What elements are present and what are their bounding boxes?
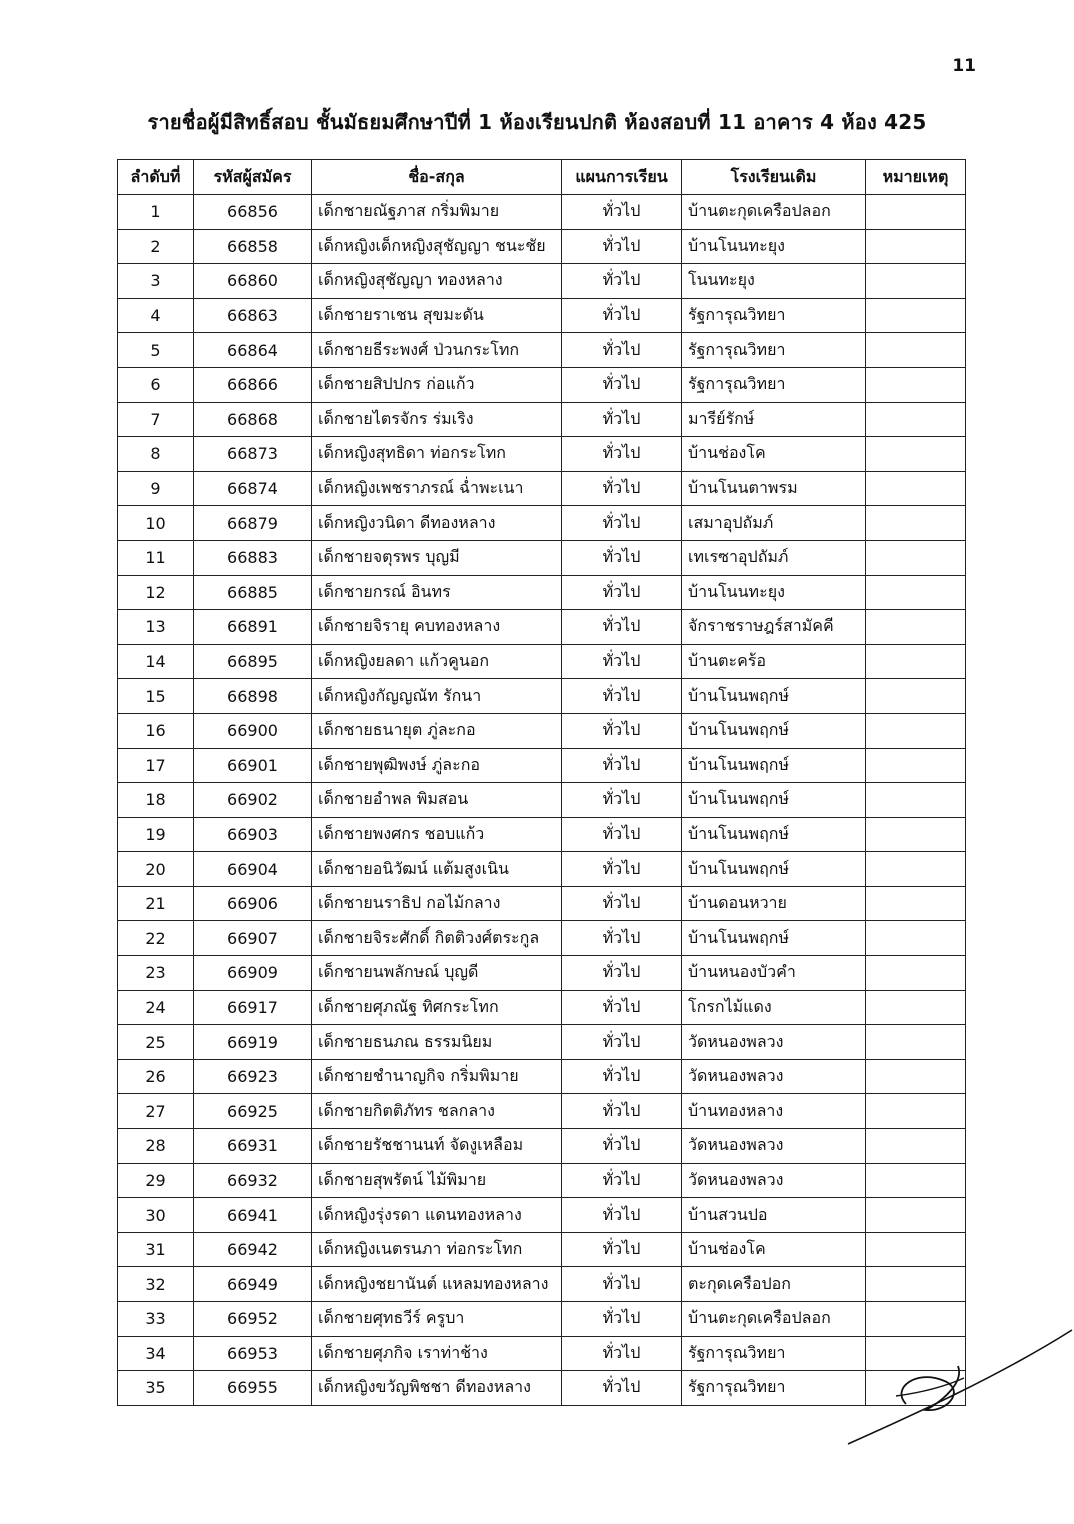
student-name: เด็กชายศุภกิจ เราท่าช้าง (312, 1336, 562, 1371)
previous-school: จักราชราษฎร์สามัคคี (682, 610, 866, 645)
applicant-id: 66906 (194, 886, 312, 921)
previous-school: วัดหนองพลวง (682, 1129, 866, 1164)
header-no: ลำดับที่ (118, 160, 194, 195)
table-row (118, 1371, 966, 1406)
student-name: เด็กชายธีระพงศ์ ป่วนกระโทก (312, 333, 562, 368)
applicant-id: 66885 (194, 575, 312, 610)
row-number: 20 (118, 852, 194, 887)
previous-school: บ้านโนนพฤกษ์ (682, 679, 866, 714)
study-plan: ทั่วไป (562, 921, 682, 956)
previous-school: บ้านโนนตาพรม (682, 471, 866, 506)
student-name: เด็กชายนพลักษณ์ บุญดี (312, 956, 562, 991)
row-number: 16 (118, 713, 194, 748)
student-name: เด็กชายศุภณัฐ ทิศกระโทก (312, 990, 562, 1025)
row-number: 11 (118, 540, 194, 575)
study-plan: ทั่วไป (562, 783, 682, 818)
table-row (118, 195, 966, 230)
remarks (866, 679, 966, 714)
applicant-id: 66903 (194, 817, 312, 852)
applicant-id: 66917 (194, 990, 312, 1025)
student-name: เด็กชายกิตติภัทร ชลกลาง (312, 1094, 562, 1129)
table-row (118, 1336, 966, 1371)
applicant-id: 66863 (194, 298, 312, 333)
study-plan: ทั่วไป (562, 333, 682, 368)
study-plan: ทั่วไป (562, 1267, 682, 1302)
remarks (866, 1025, 966, 1060)
study-plan: ทั่วไป (562, 1302, 682, 1337)
study-plan: ทั่วไป (562, 886, 682, 921)
remarks (866, 610, 966, 645)
remarks (866, 956, 966, 991)
applicant-id: 66907 (194, 921, 312, 956)
table-row (118, 1059, 966, 1094)
remarks (866, 1059, 966, 1094)
remarks (866, 1163, 966, 1198)
remarks (866, 921, 966, 956)
previous-school: โนนทะยุง (682, 264, 866, 299)
row-number: 35 (118, 1371, 194, 1406)
applicant-id: 66923 (194, 1059, 312, 1094)
student-name: เด็กชายจตุรพร บุญมี (312, 540, 562, 575)
applicant-id: 66953 (194, 1336, 312, 1371)
remarks (866, 333, 966, 368)
page-title: รายชื่อผู้มีสิทธิ์สอบ ชั้นมัธยมศึกษาปีที่ 1 ห้องเรียนปกติ ห้องสอบที่ 11 อาคาร 4 ห้อง 425 (147, 110, 927, 134)
previous-school: บ้านโนนพฤกษ์ (682, 921, 866, 956)
remarks (866, 1129, 966, 1164)
row-number: 22 (118, 921, 194, 956)
applicant-id: 66931 (194, 1129, 312, 1164)
study-plan: ทั่วไป (562, 1163, 682, 1198)
row-number: 26 (118, 1059, 194, 1094)
applicant-id: 66925 (194, 1094, 312, 1129)
previous-school: บ้านตะกุดเครือปลอก (682, 195, 866, 230)
student-name: เด็กชายจิรายุ คบทองหลาง (312, 610, 562, 645)
table-row (118, 1129, 966, 1164)
row-number: 19 (118, 817, 194, 852)
remarks (866, 264, 966, 299)
student-name: เด็กหญิงวนิดา ดีทองหลาง (312, 506, 562, 541)
remarks (866, 367, 966, 402)
table-row (118, 990, 966, 1025)
previous-school: บ้านตะกุดเครือปลอก (682, 1302, 866, 1337)
table-row (118, 575, 966, 610)
header-applicant-id: รหัสผู้สมัคร (194, 160, 312, 195)
remarks (866, 783, 966, 818)
previous-school: บ้านช่องโค (682, 1232, 866, 1267)
study-plan: ทั่วไป (562, 471, 682, 506)
study-plan: ทั่วไป (562, 1025, 682, 1060)
row-number: 13 (118, 610, 194, 645)
table-row (118, 886, 966, 921)
remarks (866, 402, 966, 437)
row-number: 15 (118, 679, 194, 714)
previous-school: โกรกไม้แดง (682, 990, 866, 1025)
previous-school: บ้านโนนทะยุง (682, 229, 866, 264)
student-name: เด็กหญิงเพชราภรณ์ ฉ่ำพะเนา (312, 471, 562, 506)
study-plan: ทั่วไป (562, 298, 682, 333)
study-plan: ทั่วไป (562, 367, 682, 402)
study-plan: ทั่วไป (562, 1094, 682, 1129)
applicant-id: 66909 (194, 956, 312, 991)
table-row (118, 921, 966, 956)
remarks (866, 852, 966, 887)
previous-school: รัฐการุณวิทยา (682, 298, 866, 333)
student-name: เด็กชายธนภณ ธรรมนิยม (312, 1025, 562, 1060)
table-header-row (118, 160, 966, 195)
applicant-id: 66866 (194, 367, 312, 402)
row-number: 1 (118, 195, 194, 230)
table-row (118, 817, 966, 852)
applicant-id: 66942 (194, 1232, 312, 1267)
page-number: 11 (952, 56, 976, 76)
table-row (118, 1267, 966, 1302)
applicant-id: 66949 (194, 1267, 312, 1302)
row-number: 8 (118, 437, 194, 472)
student-name: เด็กชายกรณ์ อินทร (312, 575, 562, 610)
row-number: 23 (118, 956, 194, 991)
table-row (118, 644, 966, 679)
table-row (118, 852, 966, 887)
previous-school: รัฐการุณวิทยา (682, 367, 866, 402)
table-row (118, 437, 966, 472)
row-number: 30 (118, 1198, 194, 1233)
applicant-id: 66873 (194, 437, 312, 472)
table-row (118, 1232, 966, 1267)
student-name: เด็กชายชำนาญกิจ กริ่มพิมาย (312, 1059, 562, 1094)
study-plan: ทั่วไป (562, 679, 682, 714)
applicant-id: 66891 (194, 610, 312, 645)
student-name: เด็กชายพงศกร ชอบแก้ว (312, 817, 562, 852)
applicant-id: 66932 (194, 1163, 312, 1198)
row-number: 9 (118, 471, 194, 506)
table-row (118, 367, 966, 402)
study-plan: ทั่วไป (562, 1198, 682, 1233)
applicant-id: 66900 (194, 713, 312, 748)
table-row (118, 506, 966, 541)
applicant-id: 66904 (194, 852, 312, 887)
previous-school: บ้านช่องโค (682, 437, 866, 472)
student-name: เด็กหญิงสุทธิดา ท่อกระโทก (312, 437, 562, 472)
previous-school: รัฐการุณวิทยา (682, 1336, 866, 1371)
row-number: 6 (118, 367, 194, 402)
previous-school: มารีย์รักษ์ (682, 402, 866, 437)
row-number: 27 (118, 1094, 194, 1129)
previous-school: วัดหนองพลวง (682, 1025, 866, 1060)
previous-school: วัดหนองพลวง (682, 1059, 866, 1094)
study-plan: ทั่วไป (562, 713, 682, 748)
student-name: เด็กชายพุฒิพงษ์ ภู่ละกอ (312, 748, 562, 783)
remarks (866, 644, 966, 679)
student-name: เด็กหญิงชยานันต์ แหลมทองหลาง (312, 1267, 562, 1302)
student-name: เด็กชายสิปปกร ก่อแก้ว (312, 367, 562, 402)
applicant-id: 66919 (194, 1025, 312, 1060)
remarks (866, 575, 966, 610)
student-name: เด็กชายไตรจักร ร่มเริง (312, 402, 562, 437)
table-row (118, 471, 966, 506)
remarks (866, 195, 966, 230)
student-name: เด็กหญิงกัญญณัท รักนา (312, 679, 562, 714)
student-name: เด็กชายศุทธวีร์ ครูบา (312, 1302, 562, 1337)
applicant-id: 66941 (194, 1198, 312, 1233)
previous-school: บ้านทองหลาง (682, 1094, 866, 1129)
study-plan: ทั่วไป (562, 852, 682, 887)
remarks (866, 1198, 966, 1233)
student-name: เด็กชายราเชน สุขมะดัน (312, 298, 562, 333)
student-name: เด็กชายอนิวัฒน์ แต้มสูงเนิน (312, 852, 562, 887)
remarks (866, 748, 966, 783)
row-number: 17 (118, 748, 194, 783)
row-number: 24 (118, 990, 194, 1025)
previous-school: รัฐการุณวิทยา (682, 333, 866, 368)
applicant-id: 66858 (194, 229, 312, 264)
applicant-id: 66901 (194, 748, 312, 783)
table-row (118, 1302, 966, 1337)
previous-school: เสมาอุปถัมภ์ (682, 506, 866, 541)
table-row (118, 1198, 966, 1233)
applicant-id: 66864 (194, 333, 312, 368)
row-number: 21 (118, 886, 194, 921)
row-number: 7 (118, 402, 194, 437)
remarks (866, 437, 966, 472)
row-number: 29 (118, 1163, 194, 1198)
table-row (118, 540, 966, 575)
applicant-id: 66902 (194, 783, 312, 818)
row-number: 31 (118, 1232, 194, 1267)
remarks (866, 886, 966, 921)
study-plan: ทั่วไป (562, 1232, 682, 1267)
row-number: 5 (118, 333, 194, 368)
previous-school: บ้านโนนพฤกษ์ (682, 817, 866, 852)
previous-school: บ้านโนนพฤกษ์ (682, 713, 866, 748)
student-name: เด็กหญิงขวัญพิชชา ดีทองหลาง (312, 1371, 562, 1406)
remarks (866, 298, 966, 333)
row-number: 33 (118, 1302, 194, 1337)
table-body (118, 195, 966, 1406)
row-number: 3 (118, 264, 194, 299)
study-plan: ทั่วไป (562, 748, 682, 783)
study-plan: ทั่วไป (562, 540, 682, 575)
applicant-id: 66883 (194, 540, 312, 575)
previous-school: รัฐการุณวิทยา (682, 1371, 866, 1406)
study-plan: ทั่วไป (562, 956, 682, 991)
row-number: 4 (118, 298, 194, 333)
table-row (118, 333, 966, 368)
remarks (866, 229, 966, 264)
table-row (118, 783, 966, 818)
table-row (118, 402, 966, 437)
applicant-id: 66879 (194, 506, 312, 541)
header-remarks: หมายเหตุ (866, 160, 966, 195)
row-number: 34 (118, 1336, 194, 1371)
remarks (866, 990, 966, 1025)
table-row (118, 610, 966, 645)
row-number: 10 (118, 506, 194, 541)
row-number: 2 (118, 229, 194, 264)
remarks (866, 540, 966, 575)
header-study-plan: แผนการเรียน (562, 160, 682, 195)
remarks (866, 506, 966, 541)
study-plan: ทั่วไป (562, 195, 682, 230)
remarks (866, 1267, 966, 1302)
remarks (866, 1232, 966, 1267)
applicant-id: 66874 (194, 471, 312, 506)
row-number: 18 (118, 783, 194, 818)
student-name: เด็กชายธนายุต ภู่ละกอ (312, 713, 562, 748)
remarks (866, 1094, 966, 1129)
student-name: เด็กชายนราธิป กอไม้กลาง (312, 886, 562, 921)
study-plan: ทั่วไป (562, 575, 682, 610)
applicant-id: 66856 (194, 195, 312, 230)
previous-school: บ้านโนนทะยุง (682, 575, 866, 610)
remarks (866, 713, 966, 748)
student-name: เด็กหญิงเด็กหญิงสุชัญญา ชนะชัย (312, 229, 562, 264)
previous-school: บ้านดอนหวาย (682, 886, 866, 921)
header-full-name: ชื่อ-สกุล (312, 160, 562, 195)
study-plan: ทั่วไป (562, 1129, 682, 1164)
applicant-id: 66868 (194, 402, 312, 437)
applicant-id: 66895 (194, 644, 312, 679)
student-name: เด็กชายจิระศักดิ์ กิตติวงศ์ตระกูล (312, 921, 562, 956)
row-number: 32 (118, 1267, 194, 1302)
study-plan: ทั่วไป (562, 817, 682, 852)
table-row (118, 1025, 966, 1060)
table-row (118, 229, 966, 264)
row-number: 25 (118, 1025, 194, 1060)
applicant-id: 66860 (194, 264, 312, 299)
table-row (118, 1163, 966, 1198)
previous-school: บ้านสวนปอ (682, 1198, 866, 1233)
student-name: เด็กหญิงรุ่งรดา แดนทองหลาง (312, 1198, 562, 1233)
remarks (866, 817, 966, 852)
remarks (866, 471, 966, 506)
study-plan: ทั่วไป (562, 402, 682, 437)
table-row (118, 298, 966, 333)
study-plan: ทั่วไป (562, 1336, 682, 1371)
table-row (118, 1094, 966, 1129)
applicant-id: 66952 (194, 1302, 312, 1337)
study-plan: ทั่วไป (562, 506, 682, 541)
table-row (118, 748, 966, 783)
previous-school: บ้านโนนพฤกษ์ (682, 852, 866, 887)
previous-school: บ้านหนองบัวคำ (682, 956, 866, 991)
previous-school: ตะกุดเครือปอก (682, 1267, 866, 1302)
table-row (118, 956, 966, 991)
study-plan: ทั่วไป (562, 1059, 682, 1094)
student-name: เด็กชายณัฐภาส กริ่มพิมาย (312, 195, 562, 230)
student-name: เด็กหญิงสุชัญญา ทองหลาง (312, 264, 562, 299)
table-row (118, 679, 966, 714)
study-plan: ทั่วไป (562, 229, 682, 264)
table-row (118, 713, 966, 748)
header-previous-school: โรงเรียนเดิม (682, 160, 866, 195)
candidate-table (117, 159, 966, 1406)
study-plan: ทั่วไป (562, 264, 682, 299)
row-number: 12 (118, 575, 194, 610)
study-plan: ทั่วไป (562, 644, 682, 679)
previous-school: บ้านโนนพฤกษ์ (682, 783, 866, 818)
previous-school: บ้านตะคร้อ (682, 644, 866, 679)
table-row (118, 264, 966, 299)
student-name: เด็กหญิงยลดา แก้วคูนอก (312, 644, 562, 679)
study-plan: ทั่วไป (562, 990, 682, 1025)
study-plan: ทั่วไป (562, 610, 682, 645)
row-number: 28 (118, 1129, 194, 1164)
previous-school: เทเรซาอุปถัมภ์ (682, 540, 866, 575)
previous-school: บ้านโนนพฤกษ์ (682, 748, 866, 783)
student-name: เด็กชายอำพล พิมสอน (312, 783, 562, 818)
student-name: เด็กชายสุพรัตน์ ไม้พิมาย (312, 1163, 562, 1198)
applicant-id: 66955 (194, 1371, 312, 1406)
student-name: เด็กชายรัชชานนท์ จัดงูเหลือม (312, 1129, 562, 1164)
student-name: เด็กหญิงเนตรนภา ท่อกระโทก (312, 1232, 562, 1267)
study-plan: ทั่วไป (562, 437, 682, 472)
study-plan: ทั่วไป (562, 1371, 682, 1406)
row-number: 14 (118, 644, 194, 679)
previous-school: วัดหนองพลวง (682, 1163, 866, 1198)
signature (846, 1326, 1074, 1448)
applicant-id: 66898 (194, 679, 312, 714)
